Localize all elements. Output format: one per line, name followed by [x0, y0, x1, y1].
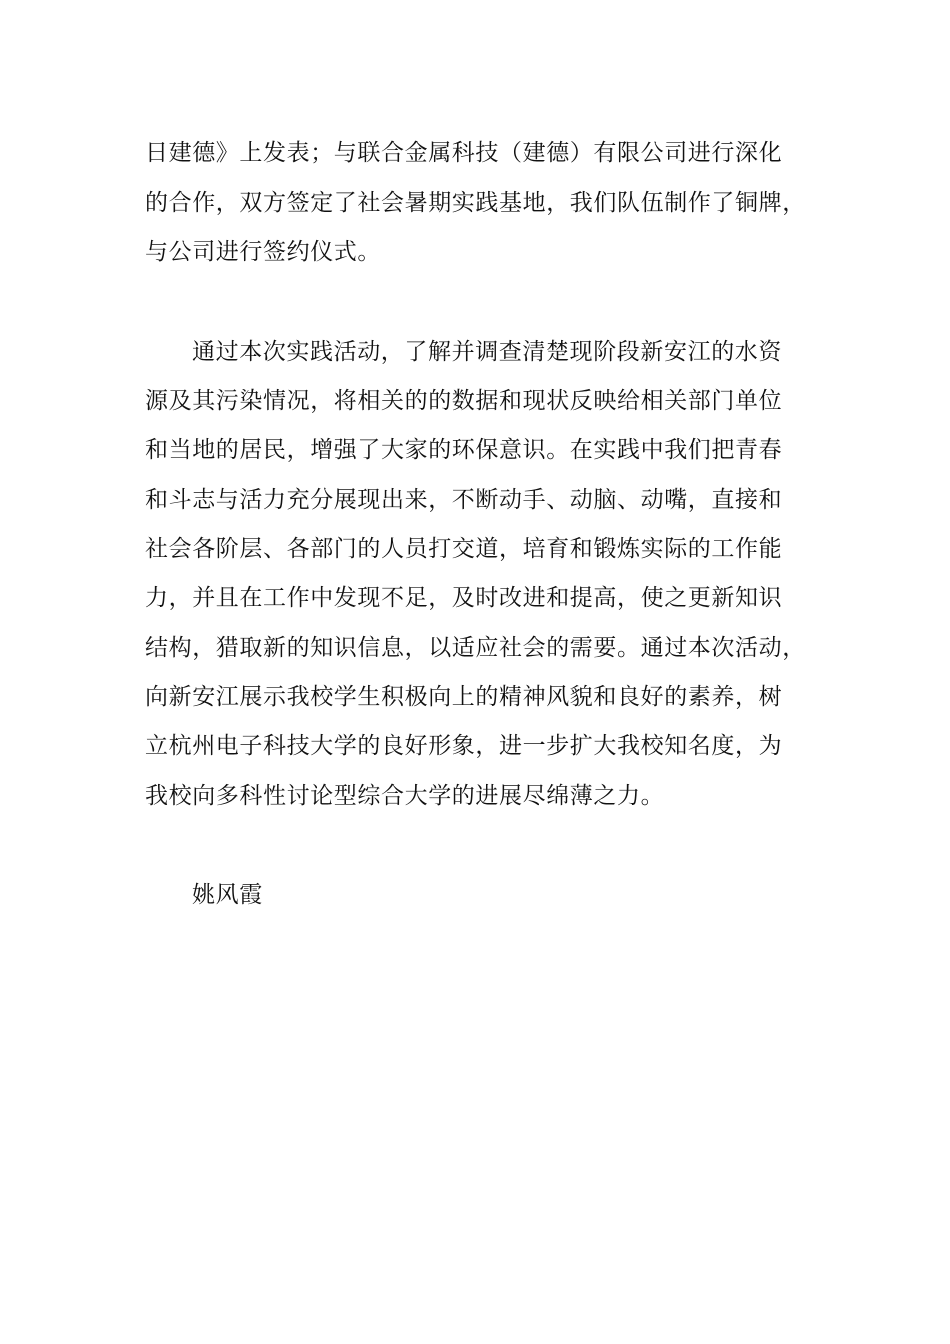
paragraph-2-line-1: 通过本次实践活动，了解并调查清楚现阶段新安江的水资 — [192, 339, 782, 365]
paragraph-2-line-4: 和斗志与活力充分展现出来，不断动手、动脑、动嘴，直接和 — [145, 487, 783, 513]
paragraph-1-line-1: 日建德》上发表；与联合金属科技（建德）有限公司进行深化 — [145, 140, 783, 166]
paragraph-1-line-2: 的合作，双方签定了社会暑期实践基地，我们队伍制作了铜牌， — [145, 190, 806, 216]
paragraph-2-line-7: 结构，猎取新的知识信息，以适应社会的需要。通过本次活动， — [145, 635, 806, 661]
paragraph-2-line-2: 源及其污染情况，将相关的的数据和现状反映给相关部门单位 — [145, 388, 783, 414]
paragraph-2-line-6: 力，并且在工作中发现不足，及时改进和提高，使之更新知识 — [145, 585, 783, 611]
paragraph-2-line-5: 社会各阶层、各部门的人员打交道，培育和锻炼实际的工作能 — [145, 536, 783, 562]
paragraph-2-line-10: 我校向多科性讨论型综合大学的进展尽绵薄之力。 — [145, 783, 665, 809]
paragraph-2-line-9: 立杭州电子科技大学的良好形象，进一步扩大我校知名度，为 — [145, 733, 783, 759]
paragraph-2-line-8: 向新安江展示我校学生积极向上的精神风貌和良好的素养，树 — [145, 684, 783, 710]
paragraph-1-line-3: 与公司进行签约仪式。 — [145, 239, 381, 265]
signature: 姚风霞 — [192, 882, 263, 908]
paragraph-2-line-3: 和当地的居民，增强了大家的环保意识。在实践中我们把青春 — [145, 437, 783, 463]
